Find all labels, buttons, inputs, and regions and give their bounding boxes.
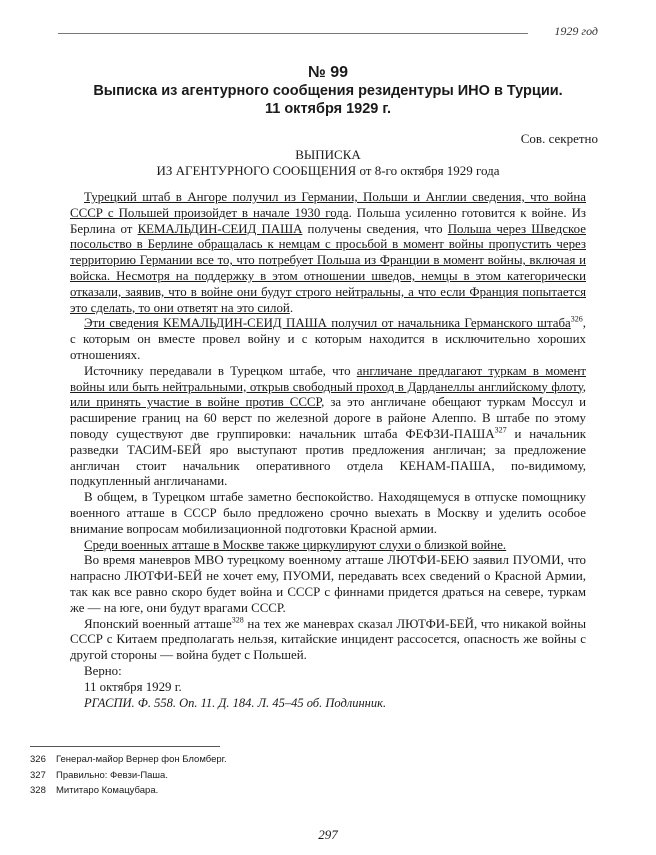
footnote-ref: 326 [570,315,583,325]
underlined-text: Среди военных атташе в Москве также циркулируют слухи о близкой войне. [84,537,507,552]
underlined-text: КЕМАЛЬДИН-СЕИД ПАША [137,221,303,236]
footnote-text: Генерал-майор Вернер фон Бломберг. [56,754,227,765]
footnote-ref: 327 [494,425,507,435]
extract-heading [0,147,656,179]
paragraph-6: Во время маневров МВО турецкому военному атташе ЛЮТФИ-БЕЮ заявил ПУОМИ, что напрасно ЛЮТФИ-БЕЙ не хочет ему, ПУОМИ, передавать всех сведений о Красной Армии, так как все равно скоро будет война и СССР с финнами придется драться на севере, туркам же — на юге, они будут врагами СССР. [70,553,586,615]
paragraph-text: получены сведения, что [302,221,448,236]
paragraph-text: , с которым он вместе провел войну и с которым находится в исключительно хороших отношениях. [70,316,586,362]
paragraph-4: В общем, в Турецком штабе заметно беспокойство. Находящемуся в отпуске помощнику военного атташе в СССР было предложено срочно выехать в Москву и уделить особое внимание вопросам мобилизационной подготовки Красной армии. [70,490,586,536]
footnote-divider [30,746,220,747]
footnote-number: 328 [30,785,46,796]
footnote-number: 326 [30,754,46,765]
page-number: 297 [318,827,338,842]
paragraph-text: и начальник разведки ТАСИМ-БЕЙ яро выступают против предложения англичан; за предложение англичан стоит начальник оперативного отдела КЕНАМ-ПАША, по-видимому, подкупленный англичанами. [70,426,586,489]
paragraph-7 [70,617,586,664]
underlined-text: Эти сведения КЕМАЛЬДИН-СЕИД ПАША получил от начальника Германского штаба [84,316,571,331]
underlined-text: Польша через Шведское посольство в Берлине обращалась к немцам с просьбой в момент войны пропустить через территорию Германии все то, что потребует Польша из Франции в момент войны, включая и войска. Несмотря на поддержку в этом отношении шведов, немцы в этом категорически отказали, заявив, что в войне они будут строго нейтральны, а что если Франция попытается это сделать, то они ответят на это силой [70,221,586,315]
paragraph-text: Японский военный атташе [84,616,232,631]
footnote [30,783,530,799]
archive-reference: РГАСПИ. Ф. 558. Оп. 11. Д. 184. Л. 45–45 об. Подлинник. [84,695,387,710]
footnote-text: Правильно: Февзи-Паша. [56,769,168,781]
footnote [30,752,530,768]
underlined-text: Турецкий штаб в Ангоре получил из Германии, Польши и Англии сведения, что война СССР с Польшей произойдет в начале 1930 года [70,190,586,220]
document-date-line: 11 октября 1929 г. [264,101,392,117]
extract-heading-line2: ИЗ АГЕНТУРНОГО СООБЩЕНИЯ от 8-го октября 1929 года [156,163,500,178]
running-header-year: 1929 год [554,24,598,38]
footnote-number: 327 [30,769,46,781]
classification-stamp: Сов. секретно [520,131,598,146]
footnotes [30,752,530,799]
paragraph-3 [70,364,586,490]
paragraph-text: на тех же маневрах сказал ЛЮТФИ-БЕЙ, что никакой войны СССР с Китаем предполагать нельзя, китайские инцидент рассосется, опасность же войны с другой стороны — война будет с Польшей. [70,616,586,663]
document-number: № 99 [307,64,349,81]
document-body [70,190,586,711]
paragraph-2 [70,316,586,363]
document-title [80,82,576,118]
document-date: 11 октября 1929 г. [84,679,182,694]
footnote-text: Мититаро Комацубара. [56,785,159,796]
signoff: Верно: [84,663,122,678]
extract-heading-line1: ВЫПИСКА [295,147,361,162]
paragraph-text: , за это англичане обещают туркам Моссул и расширение границ на 60 верст по железной дороге в районе Алеппо. В штабе по этому поводу существуют две группировки: начальник штаба ФЕФЗИ-ПАША [70,395,586,441]
header-rule [58,33,528,34]
paragraph-5 [70,538,586,554]
paragraph-text: . [289,300,294,315]
underlined-text: англичане предлагают туркам в момент войны или быть нейтральными, открыв свободный проход в Дарданеллы английскому флоту, или принять участие в войне против СССР [70,363,587,410]
paragraph-1 [70,190,586,316]
document-title-line: Выписка из агентурного сообщения резидентуры ИНО в Турции. [93,83,563,99]
paragraph-text: . Польша усиленно готовится к войне. Из Берлина от [70,205,586,236]
paragraph-text: Источнику передавали в Турецком штабе, что [84,363,357,378]
footnote [30,768,530,784]
footnote-ref: 328 [231,615,244,625]
